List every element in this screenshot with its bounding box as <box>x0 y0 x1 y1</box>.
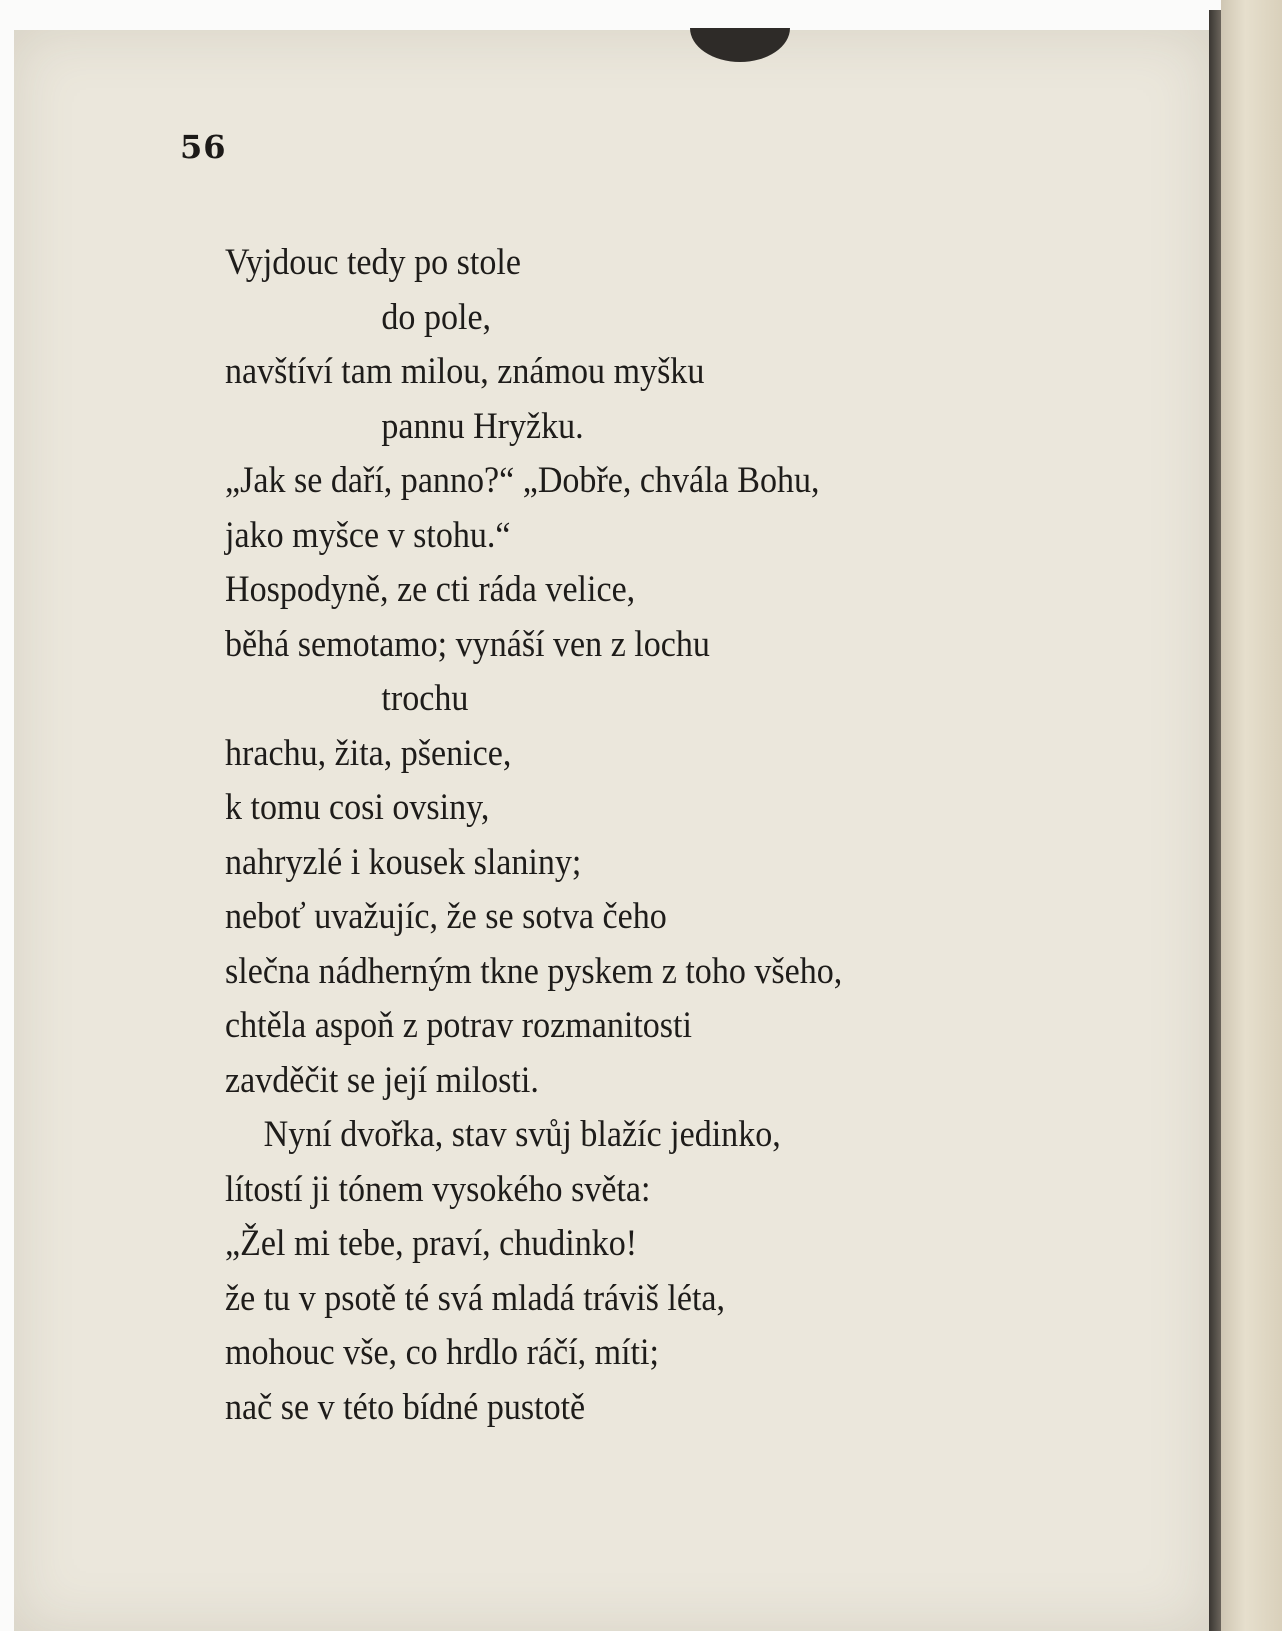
poem-line: běhá semotamo; vynáší ven z lochu <box>225 623 710 665</box>
poem-line: navštíví tam milou, známou myšku <box>225 351 705 392</box>
page-edge-shadow <box>1209 10 1221 1631</box>
poem-line: Nyní dvořka, stav svůj blažíc jedinko, <box>263 1114 781 1155</box>
poem-line: jako myšce v stohu.“ <box>225 514 511 556</box>
poem-line: Hospodyně, ze cti ráda velice, <box>225 569 636 610</box>
poem-line: pannu Hryžku. <box>381 405 584 447</box>
poem-line: zavděčit se její milosti. <box>225 1059 539 1101</box>
poem-line: „Žel mi tebe, praví, chudinko! <box>225 1223 638 1264</box>
poem-line: Vyjdouc tedy po stole <box>225 242 521 283</box>
page-number: 56 <box>180 128 227 166</box>
poem-text <box>225 236 1053 1435</box>
poem-line: lítostí ji tónem vysokého světa: <box>225 1168 651 1210</box>
poem-line: hrachu, žita, pšenice, <box>225 732 512 774</box>
poem-line: „Jak se daří, panno?“ „Dobře, chvála Bohu, <box>225 460 820 501</box>
poem-line: trochu <box>381 678 469 719</box>
poem-line: chtěla aspoň z potrav rozmanitosti <box>225 1005 692 1046</box>
poem-line: že tu v psotě té svá mladá tráviš léta, <box>225 1277 726 1319</box>
poem-line: do pole, <box>381 296 492 338</box>
adjacent-page-edge <box>1221 0 1282 1631</box>
poem-line: neboť uvažujíc, že se sotva čeho <box>225 896 667 937</box>
poem-line: slečna nádherným tkne pyskem z toho všeho, <box>225 950 843 992</box>
poem-line: nahryzlé i kousek slaniny; <box>225 841 582 883</box>
poem-line: k tomu cosi ovsiny, <box>225 787 490 828</box>
poem-line: nač se v této bídné pustotě <box>225 1386 586 1428</box>
poem-line: mohouc vše, co hrdlo ráčí, míti; <box>225 1332 659 1373</box>
